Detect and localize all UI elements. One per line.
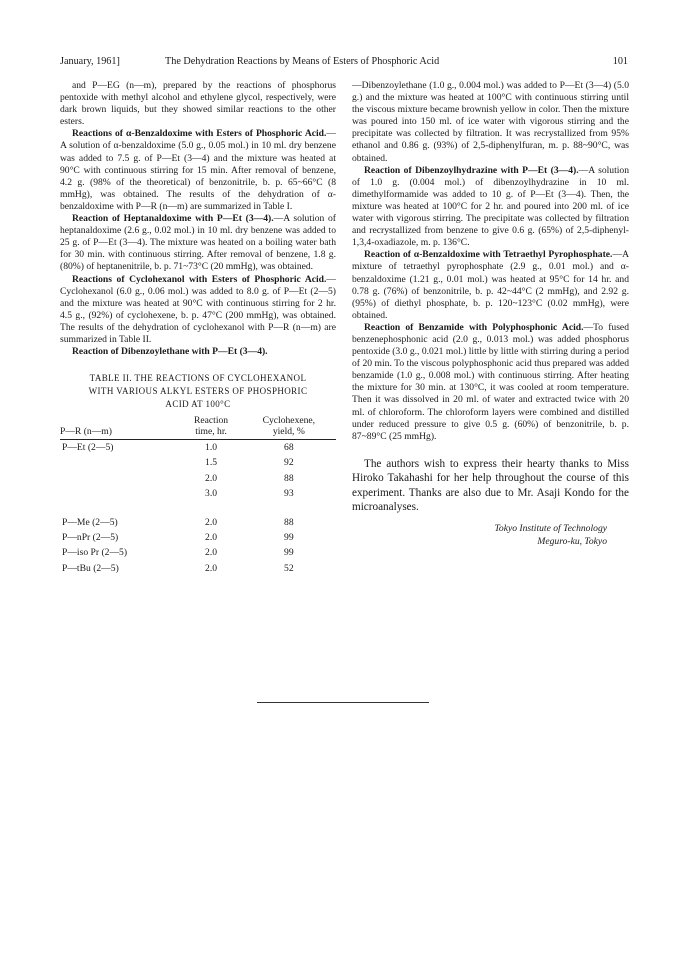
table-caption: TABLE II. THE REACTIONS OF CYCLOHEXANOL WITH VARIOUS ALKYL ESTERS OF PHOSPHORIC ACID AT 100°C <box>88 373 308 410</box>
header-title: The Dehydration Reactions by Means of Esters of Phosphoric Acid <box>165 56 440 67</box>
section-heading: Reactions of α-Benzaldoxime with Esters of Phosphoric Acid. <box>72 128 327 140</box>
table-row: P—tBu (2—5) 2.0 52 <box>62 562 294 574</box>
col-header-time: Reaction time, hr. <box>180 415 241 440</box>
running-header <box>60 55 628 69</box>
section-heading: Reactions of Cyclohexanol with Esters of Phosphoric Acid. <box>72 273 327 285</box>
paragraph-cyclohexanol: Reactions of Cyclohexanol with Esters of Phosphoric Acid.—Cyclohexanol (6.0 g., 0.06 mol.) was added to 8.0 g. of P—Et (2—5) and the mixture was heated at 90°C with continuous stirring for 2 hr. 4.5 g., (92%) of cyclohexene, b. p. 47°C (200 mmHg), was obtained. The results of the dehydration of cyclohexanol with P—R (n—m) are summarized in Table II. <box>60 273 336 345</box>
end-rule <box>257 702 429 703</box>
acknowledgement: The authors wish to express their hearty thanks to Miss Hiroko Takahashi for her help throughout the course of this experiment. Thanks are also due to Mr. Asaji Kondo for the microanalyses. <box>352 457 629 514</box>
table-row: 2.0 88 <box>205 472 294 484</box>
paragraph-benzaldoxime: Reactions of α-Benzaldoxime with Esters of Phosphoric Acid.—A solution of α-benzaldoxime (5.0 g., 0.05 mol.) in 10 ml. dry benzene was added to 7.5 g. of P—Et (3—4) and the mixture was heated at 90°C with continuous stirring for 15 min. After removal of benzene, 4.2 g. (98% of the theoretical) of benzonitrile, b. p. 65~66°C (8 mmHg), was obtained. The results of the dehydration of α-benzaldoxime with P—R (n—m) are summarized in Table I. <box>60 128 336 212</box>
paragraph-pyrophosphate: Reaction of α-Benzaldoxime with Tetraethyl Pyrophosphate.—A mixture of tetraethyl pyrophosphate (2.9 g., 0.01 mol.) and α-benzaldoxime (1.21 g., 0.01 mol.) was heated at 95°C for 14 hr. and 0.78 g. (76%) of benzonitrile, b. p. 42~44°C (2 mmHg), and 2.92 g. (95%) of diethyl phosphate, b. p. 120~123°C (0.02 mmHg), were obtained. <box>352 249 629 321</box>
paragraph-dibenzoylethane: —Dibenzoylethane (1.0 g., 0.004 mol.) was added to P—Et (3—4) (5.0 g.) and the mixture was heated at 100°C with continuous stirring until the viscous mixture became brownish yellow in color. Then the mixture was poured into 150 ml. of ice water with vigorous stirring and the precipitate was collected by filtration. It was recrystallized from 95% ethanol and 0.86 g. (93%) of 2,5-diphenylfuran, m. p. 88~90°C, was obtained. <box>352 80 629 164</box>
paragraph-dibenzoylhydrazine: Reaction of Dibenzoylhydrazine with P—Et (3—4).—A solution of 1.0 g. (0.004 mol.) of dibenzoylhydrazine in 10 ml. dimethylformamide was added to 10 g. of P—Et (3—4). Then, the mixture was heated at 100°C for 2 hr. and poured into 200 ml. of ice water with vigorous stirring. The precipitate was collected by filtration and recrystallized from benzene to give 0.6 g. (65%) of 2,5-diphenyl-1,3,4-oxadiazole, m. p. 136°C. <box>352 164 630 249</box>
table-row: P—iso Pr (2—5) 2.0 99 <box>62 547 294 559</box>
left-column <box>60 80 336 576</box>
page-number: 101 <box>612 56 628 67</box>
section-heading: Reaction of Heptanaldoxime with P—Et (3—4). <box>72 213 274 225</box>
table-header-row <box>60 415 336 440</box>
table-cyclohexanol-dehydration <box>60 415 336 576</box>
paragraph-esters: and P—EG (n—m), prepared by the reactions of phosphorus pentoxide with methyl alcohol and ethylene glycol, respectively, were dark brown liquids, but they showed similar reactions to the other esters. <box>60 80 336 128</box>
paragraph-heptanaldoxime: Reaction of Heptanaldoxime with P—Et (3—4).—A solution of heptanaldoxime (2.6 g., 0.02 mol.) in 10 ml. dry benzene was added to 25 g. of P—Et (3—4). The mixture was heated on a boiling water bath for 30 min. with continuous stirring. After removal of benzene, 1.8 g. (80%) of heptanenitrile, b. p. 71~73°C (20 mmHg), was obtained. <box>60 213 336 273</box>
table-row: P—Me (2—5) 2.0 88 <box>62 516 294 528</box>
col-header-yield: Cyclohexene, yield, % <box>242 415 336 440</box>
paragraph-benzamide: Reaction of Benzamide with Polyphosphonic Acid.—To fused benzenephosphonic acid (2.0 g., 0.013 mol.) was added phosphorus pentoxide (3.0 g., 0.021 mol.) little by little with stirring during a period of 20 min. To the viscous polyphosphonic acid thus prepared was added benzamide (1.0 g., 0.008 mol.) with continuous stirring. After heating the mixture for 30 min. at 130°C, it was cooled at room temperature. Then it was dissolved in 20 ml. of water and extracted twice with 20 ml. of chloroform. The chloroform layers were combined and distilled under reduced pressure to give 0.5 g. (60%) of benzonitrile, b. p. 87~89°C (25 mmHg). <box>352 321 629 442</box>
right-column <box>352 80 629 548</box>
section-heading: Reaction of α-Benzaldoxime with Tetraethyl Pyrophosphate. <box>364 249 613 261</box>
header-date: January, 1961] <box>60 56 120 67</box>
table-spacer <box>60 501 336 515</box>
affiliation: Tokyo Institute of Technology Meguro-ku, Tokyo <box>494 523 607 547</box>
table-row: P—Et (2—5) 1.0 68 <box>62 442 294 454</box>
paragraph-dibenzoylethane-heading <box>60 346 336 358</box>
section-heading: Reaction of Dibenzoylhydrazine with P—Et (3—4). <box>364 164 579 176</box>
table-row: 3.0 93 <box>205 487 294 499</box>
table-row: P—nPr (2—5) 2.0 99 <box>62 532 294 544</box>
section-heading: Reaction of Benzamide with Polyphosphonic Acid. <box>364 321 584 333</box>
col-header-ester: P—R (n—m) <box>60 415 180 440</box>
table-row: 1.5 92 <box>205 457 294 469</box>
section-heading: Reaction of Dibenzoylethane with P—Et (3—4). <box>72 346 268 358</box>
